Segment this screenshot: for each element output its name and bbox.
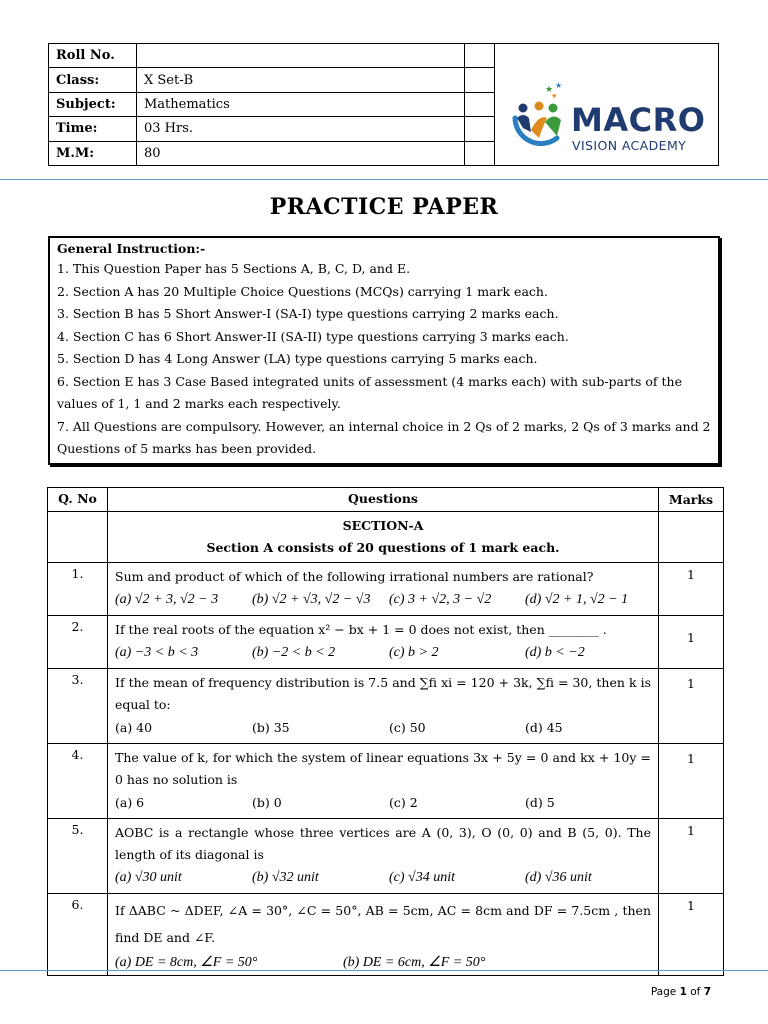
time-label: Time: bbox=[49, 117, 137, 141]
footer-divider bbox=[0, 970, 768, 971]
class-label: Class: bbox=[49, 68, 137, 92]
question-cell bbox=[108, 819, 659, 894]
question-text: If the mean of frequency distribution is 7.5 and ∑fi xi = 120 + 3k, ∑fi = 30, then k is equal to: bbox=[115, 675, 651, 712]
question-marks: 1 bbox=[659, 819, 724, 894]
question-cell bbox=[108, 669, 659, 744]
table-row bbox=[48, 894, 724, 976]
table-row bbox=[48, 819, 724, 894]
instructions-heading: General Instruction:- bbox=[57, 241, 206, 256]
current-page: 1 bbox=[679, 986, 687, 998]
page-of: of bbox=[686, 986, 704, 998]
question-number: 5. bbox=[48, 819, 108, 894]
header-spacer bbox=[465, 117, 495, 141]
option-a: (a) 40 bbox=[115, 720, 153, 735]
section-title: SECTION-A bbox=[342, 518, 424, 533]
macro-logo bbox=[509, 81, 709, 154]
col-header-qno: Q. No bbox=[48, 488, 108, 512]
question-number: 2. bbox=[48, 616, 108, 669]
svg-text:★: ★ bbox=[551, 92, 558, 100]
instruction-item: 6. Section E has 3 Case Based integrated units of assessment (4 marks each) with sub-parts of the values of 1, 1 and 2 marks each respectively. bbox=[57, 373, 682, 411]
option-d: (d) b < −2 bbox=[525, 645, 585, 660]
max-marks-label: M.M: bbox=[49, 141, 137, 165]
question-marks: 1 bbox=[659, 744, 724, 819]
class-value: X Set-B bbox=[137, 68, 465, 92]
subject-label: Subject: bbox=[49, 92, 137, 116]
option-b: (b) 0 bbox=[252, 795, 282, 810]
option-b: (b) √32 unit bbox=[252, 870, 319, 885]
question-text: If ΔABC ~ ΔDEF, ∠A = 30°, ∠C = 50°, AB = 5cm, AC = 8cm and DF = 7.5cm , then find DE and ∠F. bbox=[115, 903, 651, 945]
header-spacer bbox=[465, 141, 495, 165]
instruction-item: 4. Section C has 6 Short Answer-II (SA-II) type questions carrying 3 marks each. bbox=[57, 328, 569, 344]
questions-table bbox=[47, 487, 724, 976]
instructions-box bbox=[48, 236, 720, 465]
section-description: Section A consists of 20 questions of 1 mark each. bbox=[206, 540, 560, 555]
roll-no-label: Roll No. bbox=[49, 44, 137, 68]
section-header bbox=[108, 512, 659, 563]
option-c: (c) 50 bbox=[389, 720, 426, 735]
option-d: (d) 5 bbox=[525, 795, 555, 810]
header-spacer bbox=[465, 92, 495, 116]
option-c: (c) 2 bbox=[389, 795, 418, 810]
option-d: (d) 45 bbox=[525, 720, 563, 735]
instruction-item: 5. Section D has 4 Long Answer (LA) type questions carrying 5 marks each. bbox=[57, 351, 538, 366]
question-text: If the real roots of the equation x² − bx + 1 = 0 does not exist, then ________ . bbox=[115, 622, 607, 637]
subject-value: Mathematics bbox=[137, 92, 465, 116]
options-row bbox=[115, 641, 651, 665]
page-prefix: Page bbox=[650, 986, 680, 998]
logo-tagline: VISION ACADEMY bbox=[572, 138, 687, 153]
question-cell bbox=[108, 894, 659, 976]
option-a: (a) DE = 8cm, ∠F = 50° bbox=[115, 955, 258, 970]
question-number: 6. bbox=[48, 894, 108, 976]
option-b: (b) −2 < b < 2 bbox=[252, 645, 336, 660]
page-title: PRACTICE PAPER bbox=[269, 194, 499, 220]
question-number: 4. bbox=[48, 744, 108, 819]
option-d: (d) √36 unit bbox=[525, 870, 592, 885]
table-row bbox=[48, 563, 724, 616]
question-number: 3. bbox=[48, 669, 108, 744]
logo-cell bbox=[495, 44, 719, 166]
header-spacer bbox=[465, 68, 495, 92]
svg-text:★: ★ bbox=[545, 85, 554, 95]
section-spacer bbox=[659, 512, 724, 563]
col-header-questions: Questions bbox=[108, 488, 659, 512]
option-a: (a) √30 unit bbox=[115, 870, 182, 885]
question-marks: 1 bbox=[659, 616, 724, 669]
question-text: Sum and product of which of the following irrational numbers are rational? bbox=[115, 569, 594, 584]
svg-text:★: ★ bbox=[555, 81, 563, 90]
options-row bbox=[115, 716, 651, 740]
option-b: (b) 35 bbox=[252, 720, 290, 735]
option-c: (c) √34 unit bbox=[389, 870, 456, 885]
options-row bbox=[115, 951, 651, 975]
option-d: (d) √2 + 1, √2 − 1 bbox=[525, 592, 629, 607]
question-marks: 1 bbox=[659, 894, 724, 976]
option-c: (c) 3 + √2, 3 − √2 bbox=[389, 592, 492, 607]
academy-emblem-icon bbox=[509, 78, 571, 150]
options-row bbox=[115, 866, 651, 890]
options-row bbox=[115, 791, 651, 815]
option-b: (b) DE = 6cm, ∠F = 50° bbox=[343, 955, 486, 970]
col-header-marks: Marks bbox=[659, 488, 724, 512]
roll-no-value bbox=[137, 44, 465, 68]
instruction-item: 2. Section A has 20 Multiple Choice Questions (MCQs) carrying 1 mark each. bbox=[57, 283, 548, 299]
logo-name: MACRO bbox=[571, 101, 706, 139]
option-c: (c) b > 2 bbox=[389, 645, 439, 660]
question-text: The value of k, for which the system of linear equations 3x + 5y = 0 and kx + 10y = 0 has no solution is bbox=[115, 750, 651, 787]
table-row bbox=[48, 744, 724, 819]
question-cell bbox=[108, 563, 659, 616]
option-a: (a) −3 < b < 3 bbox=[115, 645, 199, 660]
option-a: (a) √2 + 3, √2 − 3 bbox=[115, 592, 219, 607]
instruction-item: 1. This Question Paper has 5 Sections A, B, C, D, and E. bbox=[57, 261, 411, 276]
question-cell bbox=[108, 744, 659, 819]
question-text: AOBC is a rectangle whose three vertices are A (0, 3), O (0, 0) and B (5, 0). The length of its diagonal is bbox=[115, 825, 651, 862]
header-info-table bbox=[48, 43, 719, 166]
time-value: 03 Hrs. bbox=[137, 117, 465, 141]
question-marks: 1 bbox=[659, 669, 724, 744]
header-divider bbox=[0, 179, 768, 180]
section-spacer bbox=[48, 512, 108, 563]
table-row bbox=[48, 669, 724, 744]
question-cell bbox=[108, 616, 659, 669]
options-row bbox=[115, 588, 651, 612]
max-marks-value: 80 bbox=[137, 141, 465, 165]
option-b: (b) √2 + √3, √2 − √3 bbox=[252, 592, 371, 607]
question-number: 1. bbox=[48, 563, 108, 616]
header-spacer bbox=[465, 44, 495, 68]
table-row bbox=[48, 616, 724, 669]
total-pages: 7 bbox=[703, 986, 711, 998]
question-marks: 1 bbox=[659, 563, 724, 616]
instruction-item: 7. All Questions are compulsory. However, an internal choice in 2 Qs of 2 marks, 2 Qs of 3 marks and 2 Questions of 5 marks has been provided. bbox=[57, 418, 711, 456]
option-a: (a) 6 bbox=[115, 795, 145, 810]
instruction-item: 3. Section B has 5 Short Answer-I (SA-I) type questions carrying 2 marks each. bbox=[57, 306, 559, 321]
page-number bbox=[651, 986, 711, 998]
